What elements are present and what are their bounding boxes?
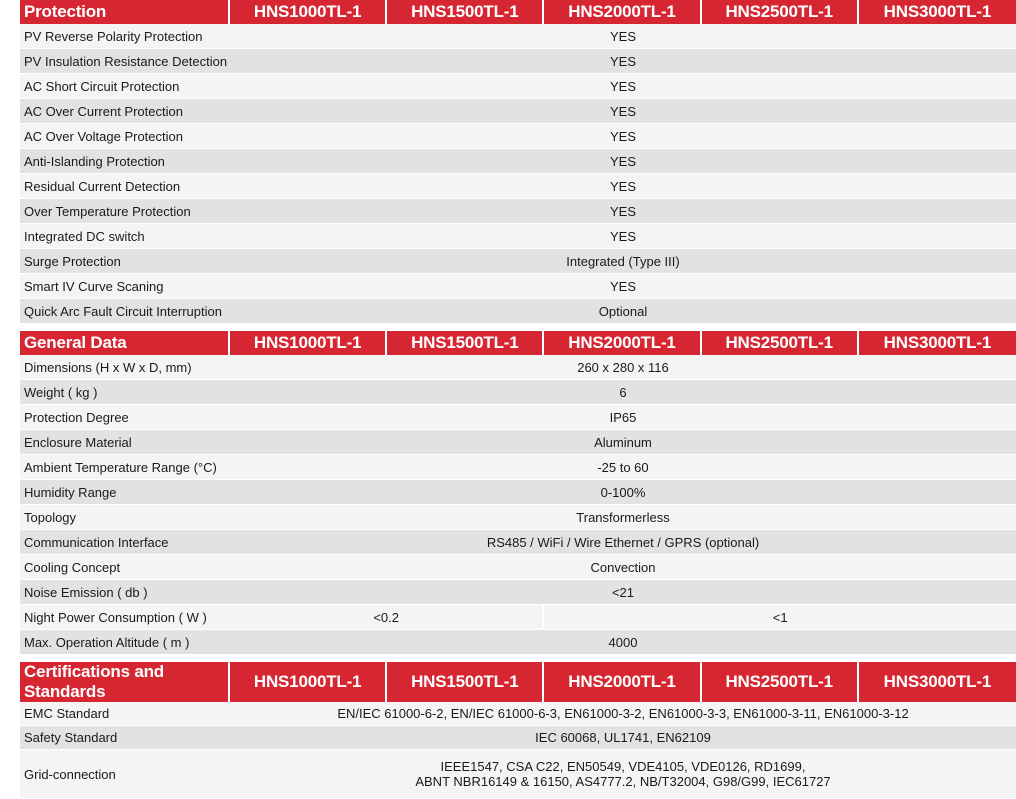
table-row [20,580,1016,605]
general-data-table [20,331,1016,655]
row-label: Noise Emission ( db ) [20,580,230,605]
row-value: 6 [230,380,1016,405]
row-value: YES [230,49,1016,74]
row-value [230,750,1016,799]
row-value: YES [230,24,1016,49]
row-value: 0-100% [230,480,1016,505]
row-value: YES [230,74,1016,99]
row-label: Communication Interface [20,530,230,555]
row-value: IP65 [230,405,1016,430]
row-value: YES [230,174,1016,199]
row-label: AC Over Voltage Protection [20,124,230,149]
table-row [20,249,1016,274]
table-row [20,99,1016,124]
row-value: <21 [230,580,1016,605]
certifications-section-title: Certifications and Standards [20,662,230,702]
model-header: HNS1000TL-1 [230,662,387,702]
row-label: PV Reverse Polarity Protection [20,24,230,49]
model-header: HNS1500TL-1 [387,662,544,702]
model-header: HNS2500TL-1 [702,331,859,355]
certifications-header-row [20,662,1016,702]
row-label: Topology [20,505,230,530]
row-value: 4000 [230,630,1016,655]
protection-section-title: Protection [20,0,230,24]
row-value-line: IEEE1547, CSA C22, EN50549, VDE4105, VDE0126, RD1699, [440,759,806,774]
model-header: HNS1000TL-1 [230,331,387,355]
model-header: HNS3000TL-1 [859,331,1016,355]
table-row [20,274,1016,299]
row-label: Quick Arc Fault Circuit Interruption [20,299,230,324]
row-label: Smart IV Curve Scaning [20,274,230,299]
table-row [20,224,1016,249]
row-value: Aluminum [230,430,1016,455]
row-value: YES [230,99,1016,124]
row-value: Optional [230,299,1016,324]
row-label: PV Insulation Resistance Detection [20,49,230,74]
model-header: HNS3000TL-1 [859,662,1016,702]
row-value: RS485 / WiFi / Wire Ethernet / GPRS (optional) [230,530,1016,555]
table-row [20,74,1016,99]
certifications-table [20,662,1016,799]
table-row [20,530,1016,555]
row-label: Protection Degree [20,405,230,430]
table-row [20,405,1016,430]
row-label: Humidity Range [20,480,230,505]
row-value: Transformerless [230,505,1016,530]
row-label: Grid-connection [20,750,230,799]
row-value: Convection [230,555,1016,580]
protection-table [20,0,1016,324]
row-label: Surge Protection [20,249,230,274]
row-value-right: <1 [544,605,1016,630]
table-row [20,630,1016,655]
protection-header-row [20,0,1016,24]
row-label: AC Over Current Protection [20,99,230,124]
table-row [20,455,1016,480]
row-label: Over Temperature Protection [20,199,230,224]
table-row [20,555,1016,580]
row-label: EMC Standard [20,702,230,726]
general-header-row [20,331,1016,355]
row-value-left: <0.2 [230,605,544,630]
table-row [20,605,1016,630]
table-row [20,49,1016,74]
model-header: HNS1500TL-1 [387,331,544,355]
model-header: HNS2000TL-1 [544,0,701,24]
table-row [20,726,1016,750]
table-row [20,430,1016,455]
table-row [20,505,1016,530]
table-row [20,355,1016,380]
row-value: YES [230,274,1016,299]
table-row [20,124,1016,149]
table-row [20,174,1016,199]
row-value: YES [230,149,1016,174]
general-section-title: General Data [20,331,230,355]
table-row [20,702,1016,726]
row-label: Residual Current Detection [20,174,230,199]
table-row [20,299,1016,324]
row-value: YES [230,224,1016,249]
row-label: AC Short Circuit Protection [20,74,230,99]
row-label: Ambient Temperature Range (°C) [20,455,230,480]
table-row [20,199,1016,224]
row-value: 260 x 280 x 116 [230,355,1016,380]
table-row [20,750,1016,799]
row-value: IEC 60068, UL1741, EN62109 [230,726,1016,750]
row-label: Cooling Concept [20,555,230,580]
row-label: Weight ( kg ) [20,380,230,405]
model-header: HNS2500TL-1 [702,0,859,24]
table-row [20,149,1016,174]
row-value: -25 to 60 [230,455,1016,480]
row-label: Night Power Consumption ( W ) [20,605,230,630]
row-label: Dimensions (H x W x D, mm) [20,355,230,380]
model-header: HNS3000TL-1 [859,0,1016,24]
row-label: Safety Standard [20,726,230,750]
row-value: EN/IEC 61000-6-2, EN/IEC 61000-6-3, EN61000-3-2, EN61000-3-3, EN61000-3-11, EN61000-3-12 [230,702,1016,726]
row-value-line: ABNT NBR16149 & 16150, AS4777.2, NB/T32004, G98/G99, IEC61727 [415,774,831,789]
model-header: HNS2000TL-1 [544,331,701,355]
row-value: YES [230,199,1016,224]
table-row [20,480,1016,505]
table-row [20,380,1016,405]
row-label: Integrated DC switch [20,224,230,249]
model-header: HNS1000TL-1 [230,0,387,24]
row-value: Integrated (Type III) [230,249,1016,274]
table-row [20,24,1016,49]
row-label: Max. Operation Altitude ( m ) [20,630,230,655]
row-value: YES [230,124,1016,149]
model-header: HNS1500TL-1 [387,0,544,24]
row-label: Enclosure Material [20,430,230,455]
row-label: Anti-Islanding Protection [20,149,230,174]
model-header: HNS2500TL-1 [702,662,859,702]
model-header: HNS2000TL-1 [544,662,701,702]
